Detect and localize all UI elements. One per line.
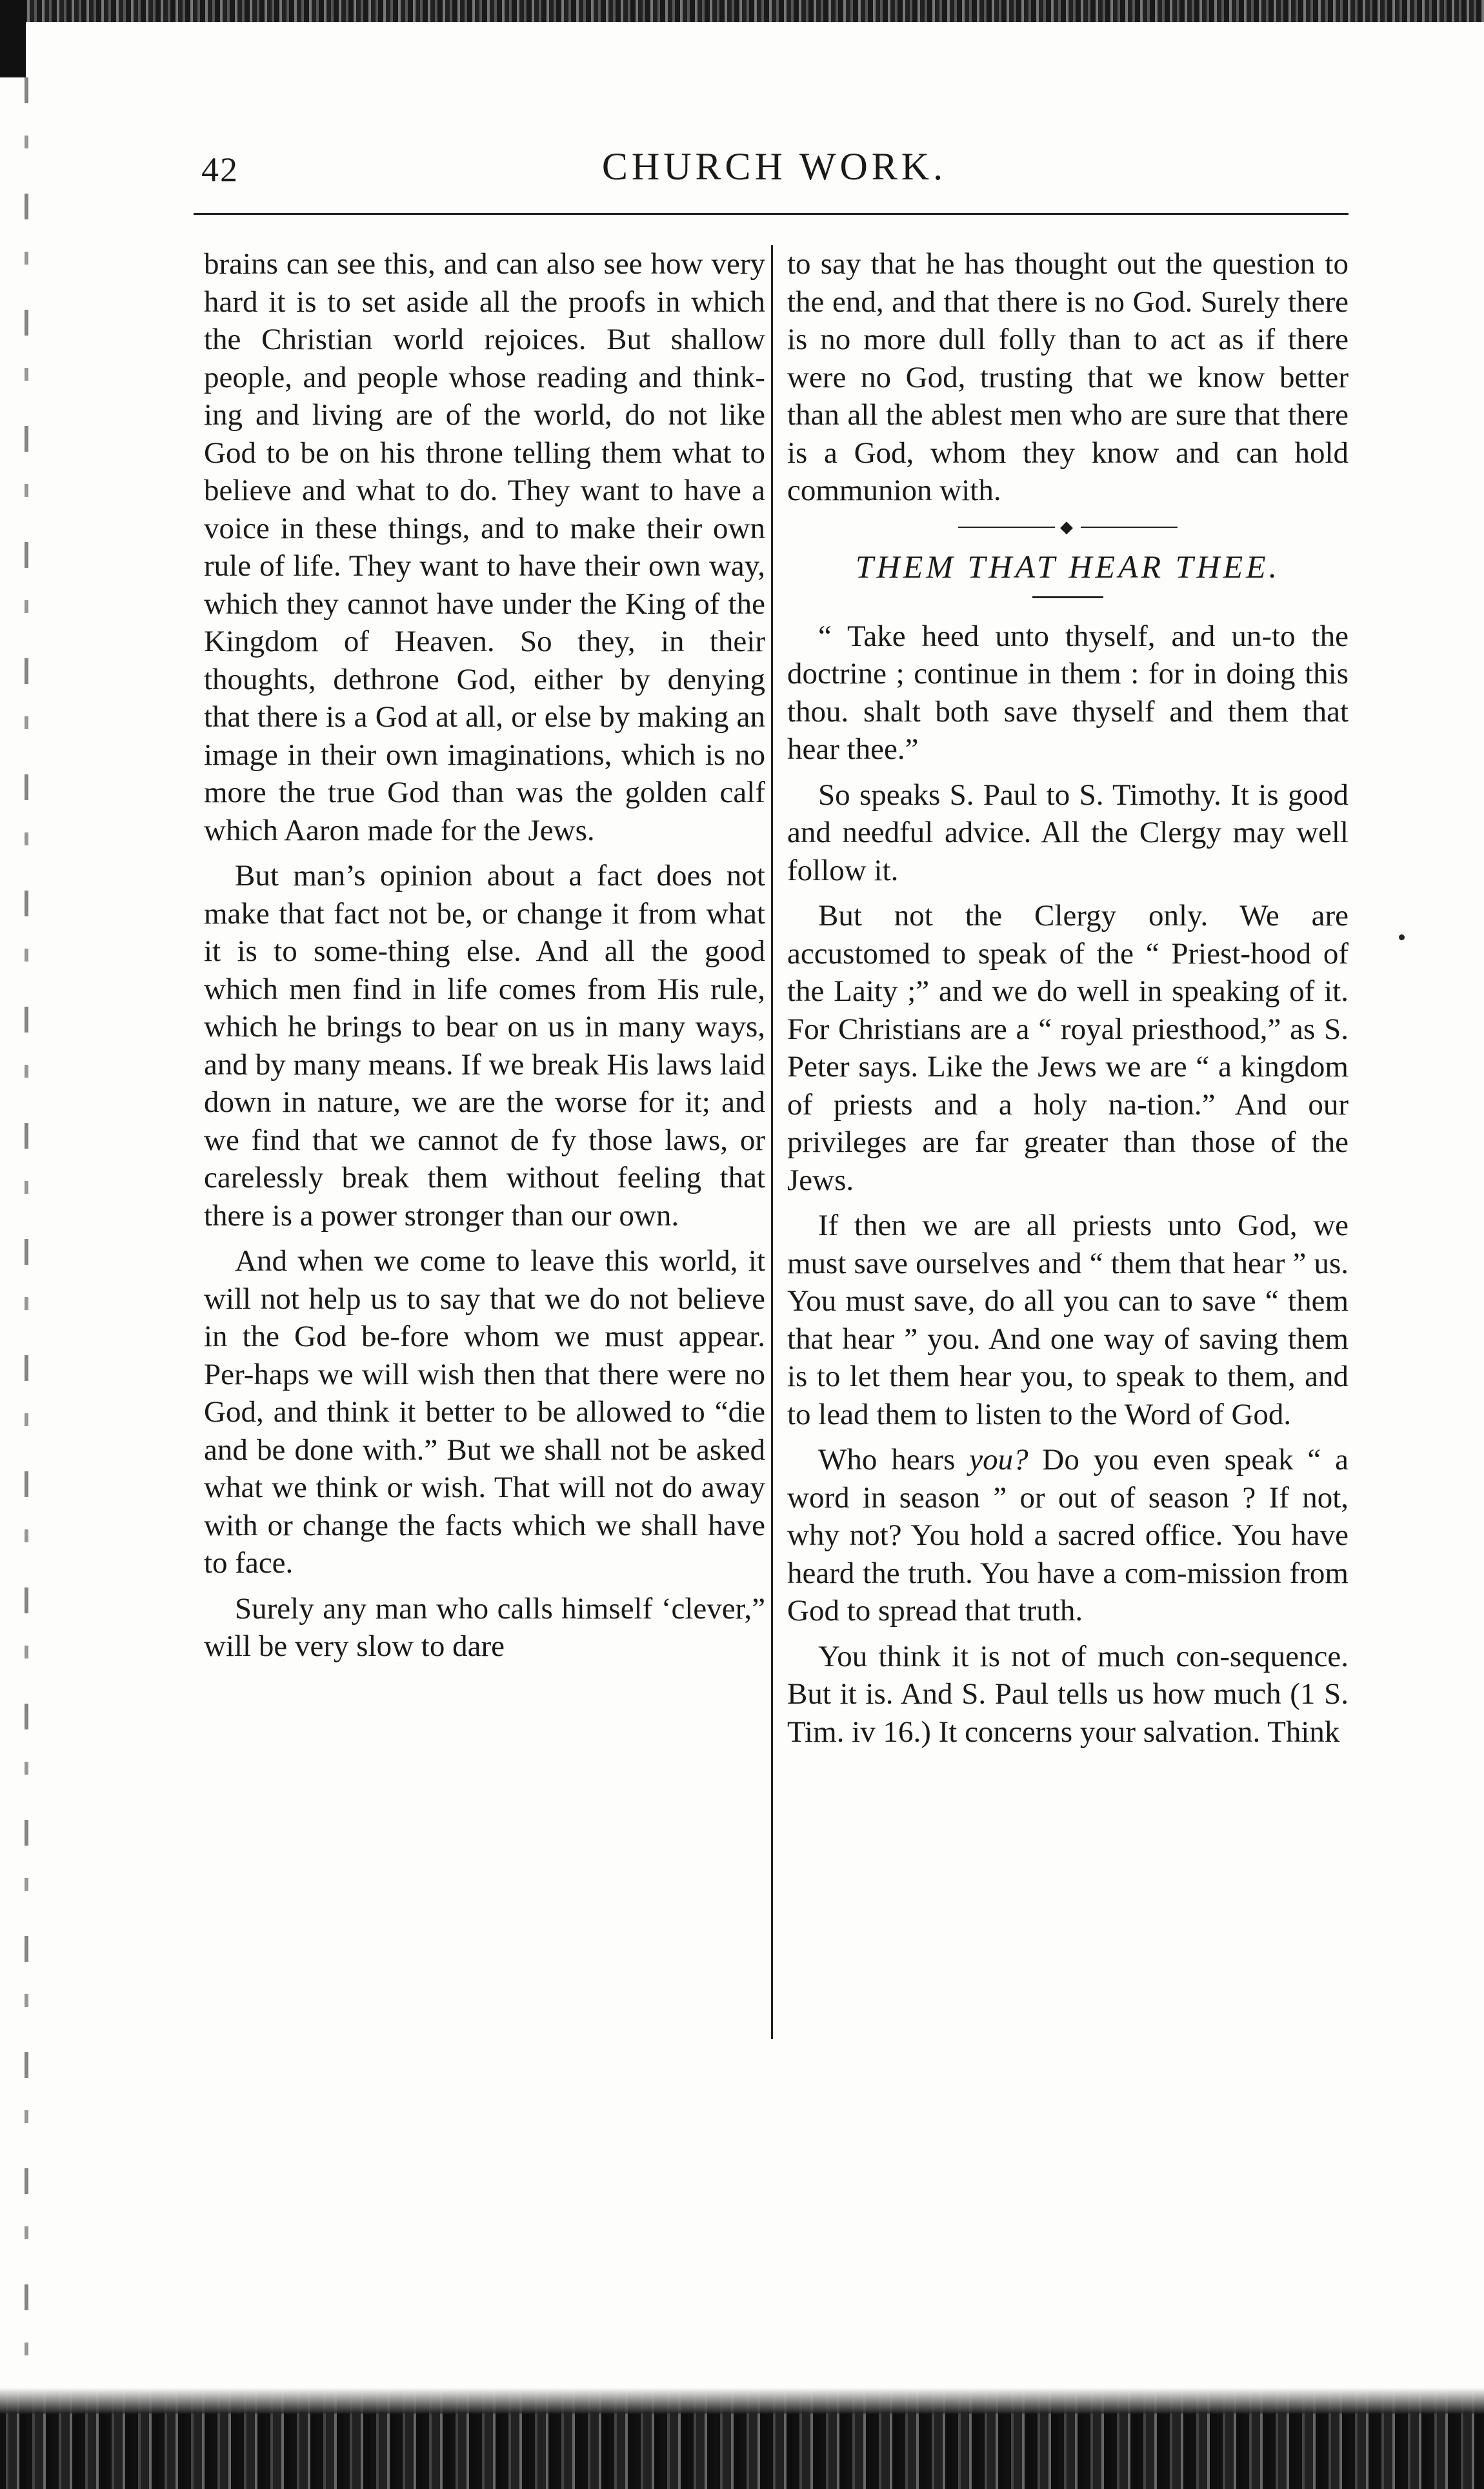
right-column xyxy=(787,245,1349,1758)
scan-corner-mark xyxy=(0,0,26,77)
paragraph-text: Do you even speak “ a word in season ” or out of season ? If not, why not? You hold a sacred office. You have heard the truth. You have a com-mission from God to spread that truth. xyxy=(787,1443,1349,1627)
section-ornament xyxy=(787,518,1349,537)
paragraph: You think it is not of much con-sequence. But it is. And S. Paul tells us how much (1 S. Tim. iv 16.) It concerns your salvation. Think xyxy=(787,1639,1349,1749)
paragraph-text: Who hears xyxy=(818,1443,970,1476)
scan-border-left xyxy=(25,77,28,2375)
ornament-line-right xyxy=(1081,527,1178,528)
paragraph xyxy=(787,1441,1349,1630)
diamond-icon: ◆ xyxy=(1060,517,1073,536)
column-divider xyxy=(771,245,773,2039)
emphasis-text: you? xyxy=(969,1443,1028,1476)
scan-border-bottom xyxy=(0,2388,1484,2489)
ornament-line-left xyxy=(958,527,1055,528)
page-number: 42 xyxy=(201,150,239,189)
paragraph: But man’s opinion about a fact does not make that fact not be, or change it from what it is to some-thing else. And all the good which men find in life comes from His rule, which he brings to bear on us in many ways, and by many means. If we break His laws laid down in nature, we are the worse for it; and we find that we cannot de fy those laws, or carelessly break them without feeling that there is a power stronger than our own. xyxy=(204,859,765,1233)
paragraph: If then we are all priests unto God, we must save ourselves and “ them that hear ” us. You must save, do all you can to save “ them that hear ” you. And one way of saving them is to let them hear you, to speak to them, and to lead them to listen to the Word of God. xyxy=(787,1209,1349,1431)
section-title: THEM THAT HEAR THEE. xyxy=(855,548,1281,585)
paragraph: But not the Clergy only. We are accustomed to speak of the “ Priest-hood of the Laity ;” and we do well in speaking of it. For Christians are a “ royal priesthood,” as S. Peter says. Like the Jews we are “ a kingdom of priests and a holy na-tion.” And our privileges are far greater than those of the Jews. xyxy=(787,899,1349,1197)
running-title: CHURCH WORK. xyxy=(601,145,947,188)
paragraph: Surely any man who calls himself ‘clever,” will be very slow to dare xyxy=(204,1591,765,1663)
paragraph: brains can see this, and can also see how very hard it is to set aside all the proofs in which the Christian world rejoices. But shallow people, and people whose reading and think-ing and living are of the world, do not like God to be on his throne telling them what to believe and what to do. They want to have a voice in these things, and to make their own rule of life. They want to have their own way, which they cannot have under the King of the Kingdom of Heaven. So they, in their thoughts, dethrone God, either by denying that there is a God at all, or else by making an image in their own imaginations, which is no more the true God than was the golden calf which Aaron made for the Jews. xyxy=(204,247,765,847)
paragraph: So speaks S. Paul to S. Timothy. It is good and needful advice. All the Clergy may well follow it. xyxy=(787,778,1349,887)
paragraph: And when we come to leave this world, it will not help us to say that we do not believe in the God be-fore whom we must appear. Per-haps we will wish then that there were no God, and think it better to be allowed to “die and be done with.” But we shall not be asked what we think or wish. That will not do away with or change the facts which we shall have to face. xyxy=(204,1244,765,1580)
left-column xyxy=(204,245,765,1673)
scripture-quote: “ Take heed unto thyself, and un-to the doctrine ; continue in them : for in doing this thou. shalt both save thyself and them that hear thee.” xyxy=(787,619,1349,766)
header-rule xyxy=(194,213,1349,215)
scan-border-top xyxy=(0,0,1484,22)
paragraph: to say that he has thought out the question to the end, and that there is no God. Surely there is no more dull folly than to act as if there were no God, trusting that we know better than all the ablest men who are sure that there is a God, whom they know and can hold communion with. xyxy=(787,247,1349,507)
scan-speck xyxy=(1399,934,1405,940)
title-rule xyxy=(1032,596,1103,598)
